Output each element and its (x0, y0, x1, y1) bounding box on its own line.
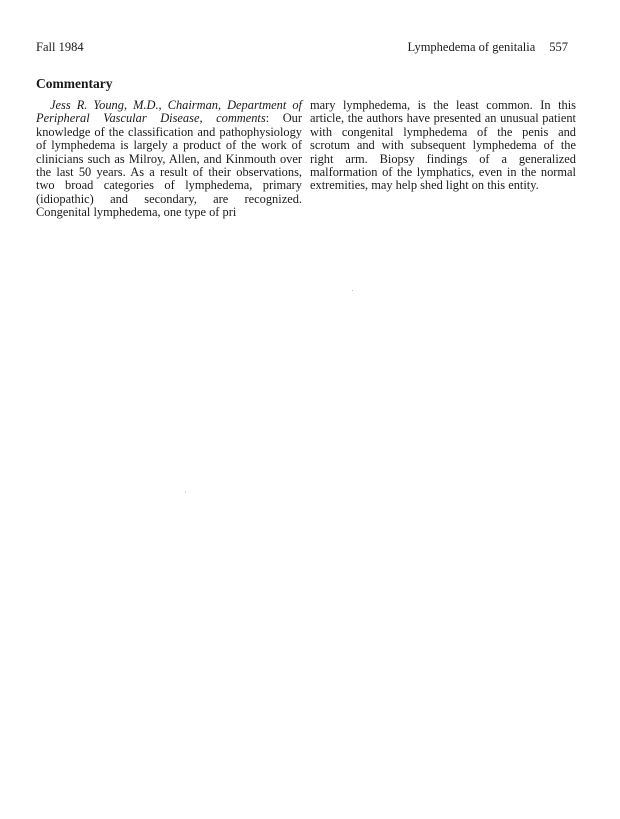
commentary-paragraph-continued: mary lymphedema, is the least common. In this article, the authors have presented an unusual patient with congenital lymphedema of the penis and scrotum and with subsequent lymphedema of the right arm. Biopsy findings of a generalized malformation of the lymphatics, even in the normal extremities, may help shed light on this entity. (310, 98, 576, 193)
running-head-right (408, 40, 568, 55)
running-head-issue: Fall 1984 (36, 40, 84, 54)
scan-speck (185, 492, 186, 493)
page-number: 557 (549, 40, 568, 54)
commentary-text-left: : Our knowledge of the classification and pathophysiology of lymphedema is largely a product of the work of clinicians such as Milroy, Allen, and Kinmouth over the last 50 years. As a result of their observations, two broad categories of lymphedema, primary (idiopathic) and secondary, are recognized. Congenital lymphedema, one type of pri (36, 111, 302, 220)
author-attribution: Jess R. Young, M.D., Chairman, Department of Peripheral Vascular Disease, comments (36, 98, 302, 126)
commentary-paragraph-start (36, 99, 302, 220)
left-column (36, 99, 302, 220)
right-column (310, 99, 576, 193)
scan-speck (352, 290, 353, 291)
running-head-title: Lymphedema of genitalia (407, 40, 536, 54)
section-heading: Commentary (36, 76, 113, 91)
